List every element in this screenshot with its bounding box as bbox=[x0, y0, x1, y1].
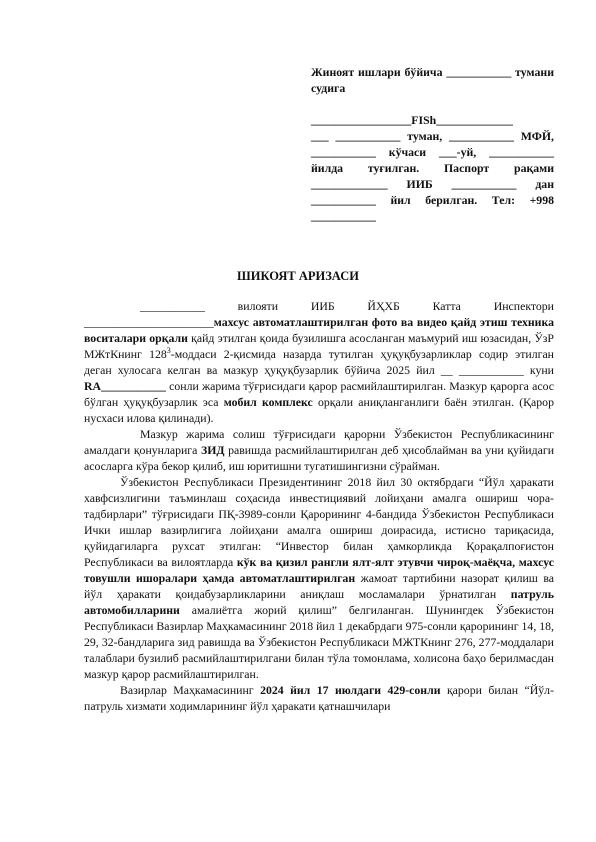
paragraph-3 bbox=[84, 474, 554, 682]
p3-bold-a: кўк ва қизил рангли ялт-ялт этувчи чироқ-маёқча, махсус товушли ишоралари ҳамда автоматлаштирилган bbox=[84, 555, 554, 585]
applicant-name-line: _________________FISh_____________ bbox=[311, 113, 513, 127]
p1-bold-b: RA___________ bbox=[84, 379, 166, 393]
p1-text-f: орқали аниқланганлиги баён этилган. (Қарор нусхаси илова қилинади). bbox=[84, 395, 554, 425]
p3-bold-b: патруль автомобилларини bbox=[84, 587, 554, 617]
p3-text-c: жамоат тартибини назорат қилиш ва йўл ҳаракати қоидабузарликларини аниқлаш мосламалари ўрнатилган bbox=[84, 571, 554, 601]
paragraph-2 bbox=[84, 426, 554, 474]
addressee-block bbox=[311, 64, 554, 224]
document-body bbox=[84, 298, 554, 714]
court-addressee: Жиноят ишлари бўйича ___________ тумани судига bbox=[311, 65, 554, 95]
p1-text-d: -моддаси 2-қисмида назарда тутилган ҳуқуқбузарликлар содир этилган деган хулосага келган ва мазкур ҳуқуқбузарлик бўйича 2025 йил __ ___________ куни bbox=[84, 347, 554, 377]
paragraph-1 bbox=[84, 298, 554, 426]
p1-superscript: 3 bbox=[166, 346, 171, 356]
applicant-details: ___ ___________ туман, ___________ МФЙ, ___________ кўчаси ___-уй, ___________ йилда туғилган. Паспорт рақами _____________ ИИБ ___________ дан ___________ йил берилган. Тел: +998 ___________ bbox=[311, 129, 554, 223]
paragraph-4 bbox=[84, 682, 554, 714]
p4-text-c: қарори билан “Йўл-патруль хизмати ходимларининг йўл ҳаракати қатнашчилари bbox=[84, 683, 554, 713]
p1-text-a: ___________ вилояти ИИБ ЙҲХБ Катта Инспектори ______________________ bbox=[84, 299, 554, 329]
p2-text-a: Мазкур жарима солиш тўғрисидаги қарорни Ўзбекистон Республикасининг амалдаги қонунларига bbox=[84, 427, 554, 457]
p1-text-c: қайд этилган қоида бузилишга асосланган маъмурий иш юзасидан, ЎзР МЖтКнинг 128 bbox=[84, 331, 554, 361]
p3-text-a: Ўзбекистон Республикаси Президентининг 2018 йил 30 октябрдаги “Йўл ҳаракати хавфсизлигини таъминлаш соҳасида инвестициявий лойиҳани амалга ошириш чора-тадбирлари” тўғрисидаги ПҚ-3989-сонли Қарорининг 4-бандида Ўзбекистон Республикаси Ички ишлар вазирлигига лойиҳани амалга ошириш доирасида, истисно тариқасида, қуйидагиларга рухсат этилган: “Инвестор билан ҳамкорликда Қорақалпоғистон Республикаси ва вилоятларда bbox=[84, 475, 554, 569]
p1-text-e: сонли жарима тўғрисидаги қарор расмийлаштирилган. Мазкур қарорга асос бўлган ҳуқуқбузарлик эса bbox=[84, 379, 554, 409]
p2-bold-a: ЗИД bbox=[200, 443, 225, 457]
document-title: ШИКОЯТ АРИЗАСИ bbox=[237, 269, 359, 283]
p3-text-d: амалиётга жорий қилиш” белгиланган. Шунингдек Ўзбекистон Республикаси Вазирлар Маҳкамасининг 2018 йил 1 декабрдаги 975-сонли қарорининг 14, 18, 29, 32-бандларига зид равишда ва Ўзбекистон Республикаси МЖТКнинг 276, 277-моддалари талаблари бузилиб расмийлаштирилгани билан тўла томонлама, холисона баҳо берилмасдан мазкур қарор расмийлаштирилган. bbox=[84, 603, 554, 681]
spacer bbox=[311, 96, 554, 112]
p1-bold-a: махсус автоматлаштирилган фото ва видео қайд этиш техника воситалари орқали bbox=[84, 315, 554, 345]
p2-text-c: равишда расмийлаштирилган деб ҳисоблайман ва уни қуйидаги асосларга кўра бекор қилиб, иш юритишни тугатишингизни сўрайман. bbox=[84, 443, 555, 473]
p4-text-a: Вазирлар Маҳкамасининг bbox=[120, 683, 261, 697]
p1-bold-c: мобил комплекс bbox=[223, 395, 313, 409]
p4-bold-a: 2024 йил 17 июлдаги 429-сонли bbox=[260, 683, 441, 697]
